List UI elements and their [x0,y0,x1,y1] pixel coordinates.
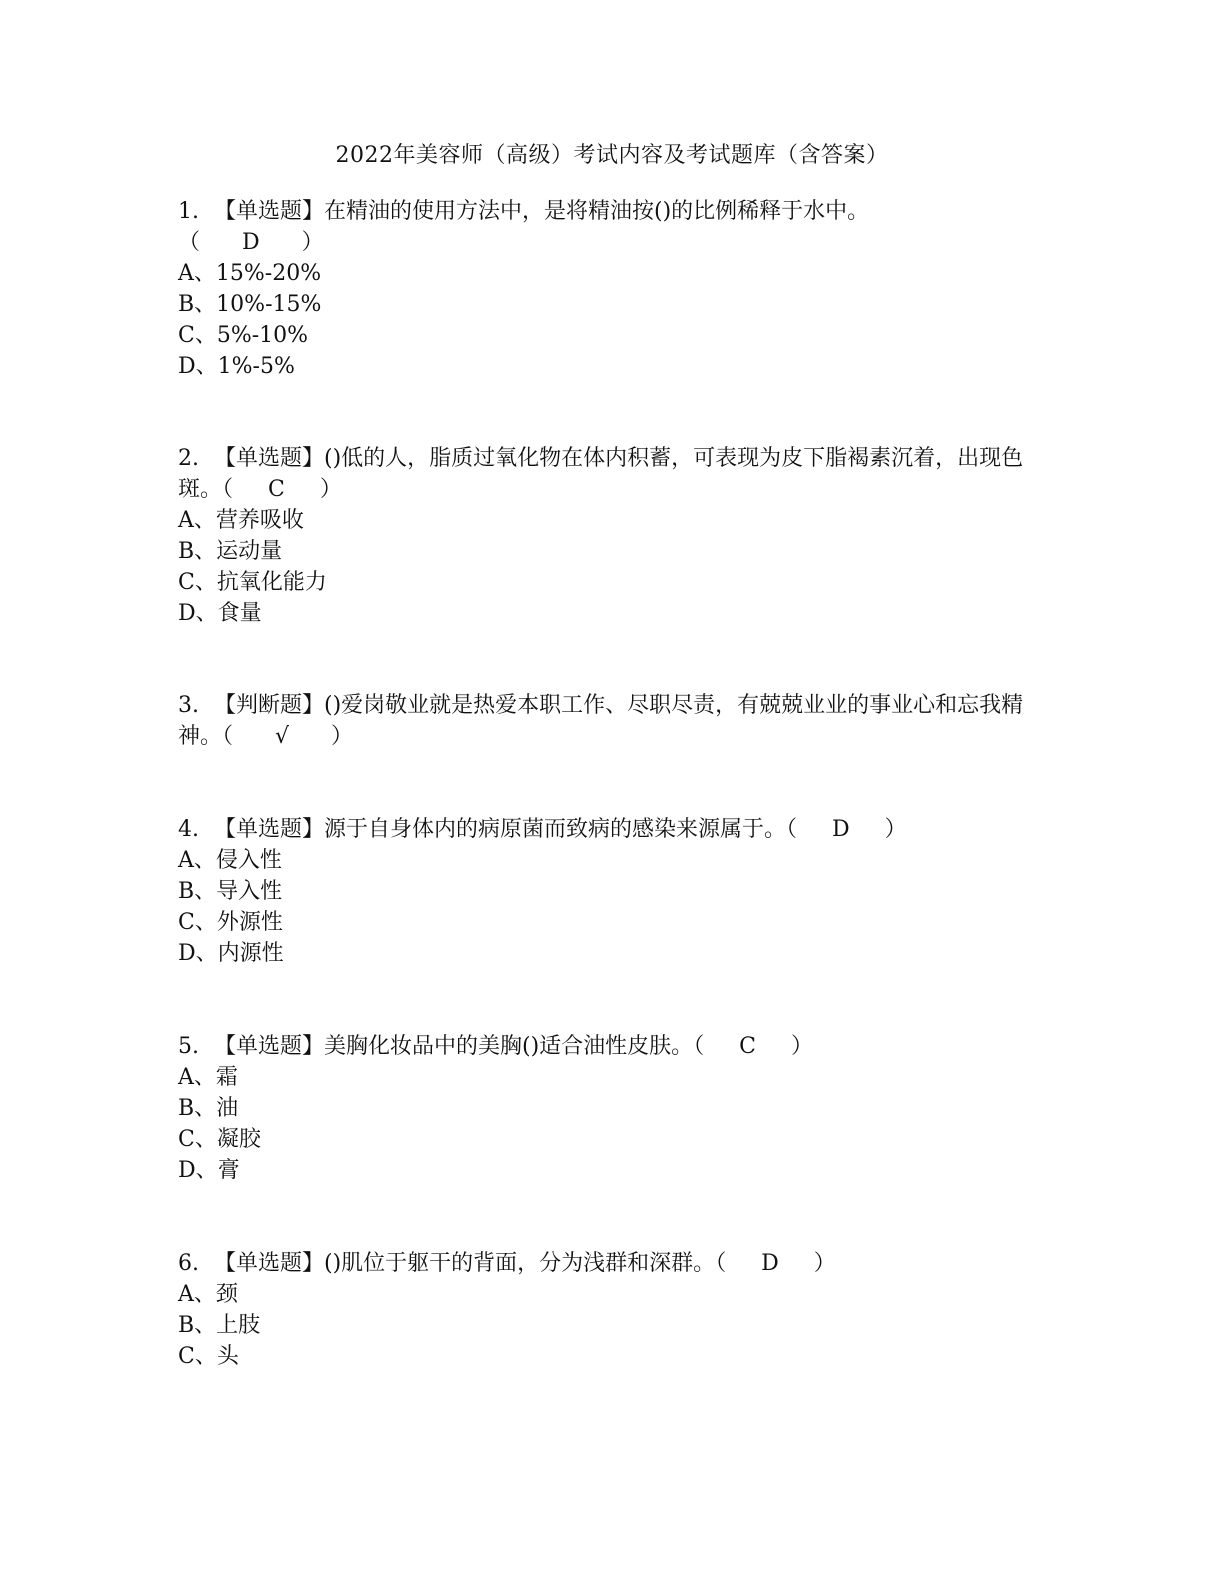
answer-open-paren: （ [222,477,234,502]
option-c: C、外源性 [178,910,283,935]
answer-open-paren: （ [786,817,798,842]
option-a: A、颈 [178,1282,238,1307]
question-6-answer [715,1251,836,1276]
answer-close-paren: ） [301,230,324,255]
option-c: C、5%-10% [178,323,309,348]
answer-value: √ [275,724,290,749]
question-3 [178,690,1038,752]
question-number: 2. [178,446,199,471]
answer-open-paren: （ [222,724,234,749]
answer-close-paren: ） [884,817,907,842]
question-4 [178,814,1038,969]
answer-close-paren: ） [319,477,342,502]
question-type: 【单选题】 [214,446,325,471]
option-c: C、头 [178,1344,239,1369]
question-text: ()爱岗敬业就是热爱本职工作、尽职尽责，有兢兢业业的事业心和忘我精神。 [178,693,1024,749]
question-type: 【单选题】 [214,1034,325,1059]
option-a: A、霜 [178,1065,238,1090]
option-b: B、油 [178,1096,239,1121]
question-1-answer [178,227,1038,258]
question-4-stem [178,814,1038,845]
answer-close-paren: ） [813,1251,836,1276]
answer-open-paren: （ [693,1034,705,1059]
question-5 [178,1031,1038,1186]
question-3-answer [222,724,353,749]
question-text: ()肌位于躯干的背面，分为浅群和深群。 [324,1251,716,1276]
answer-open-paren: （ [178,230,201,255]
option-a: A、营养吸收 [178,508,304,533]
question-number: 6. [178,1251,199,1276]
question-text: ()低的人，脂质过氧化物在体内积蓄，可表现为皮下脂褐素沉着，出现色斑。 [178,446,1024,502]
question-text: 美胸化妆品中的美胸()适合油性皮肤。 [324,1034,694,1059]
answer-open-paren: （ [715,1251,727,1276]
answer-close-paren: ） [790,1034,813,1059]
question-text: 源于自身体内的病原菌而致病的感染来源属于。 [324,817,787,842]
question-1-stem [178,196,1038,227]
question-number: 1. [178,199,199,224]
option-b: B、运动量 [178,539,283,564]
question-3-stem [178,690,1038,752]
question-6-stem [178,1248,1038,1279]
question-4-answer [786,817,907,842]
question-number: 3. [178,693,199,718]
question-type: 【单选题】 [214,817,325,842]
question-number: 4. [178,817,199,842]
answer-value: C [268,477,285,502]
question-2-stem [178,443,1038,505]
answer-value: C [739,1034,757,1059]
answer-value: D [241,230,260,255]
question-list [178,196,1038,1372]
option-c: C、凝胶 [178,1127,261,1152]
question-5-answer [693,1034,813,1059]
question-type: 【单选题】 [214,1251,325,1276]
document-title: 2022年美容师（高级）考试内容及考试题库（含答案） [335,143,889,168]
answer-value: D [832,817,850,842]
option-b: B、上肢 [178,1313,261,1338]
option-d: D、1%-5% [178,354,295,379]
question-1 [178,196,1038,382]
question-6 [178,1248,1038,1372]
option-d: D、膏 [178,1158,240,1183]
option-a: A、15%-20% [178,261,322,286]
question-type: 【判断题】 [214,693,325,718]
question-text: 在精油的使用方法中，是将精油按()的比例稀释于水中。 [324,199,870,224]
question-type: 【单选题】 [214,199,325,224]
option-b: B、导入性 [178,879,283,904]
question-number: 5. [178,1034,199,1059]
answer-value: D [761,1251,779,1276]
question-5-stem [178,1031,1038,1062]
answer-close-paren: ） [331,724,354,749]
question-2 [178,443,1038,629]
question-2-answer [222,477,342,502]
option-a: A、侵入性 [178,848,282,873]
option-d: D、内源性 [178,941,284,966]
option-d: D、食量 [178,601,262,626]
option-b: B、10%-15% [178,292,322,317]
option-c: C、抗氧化能力 [178,570,327,595]
